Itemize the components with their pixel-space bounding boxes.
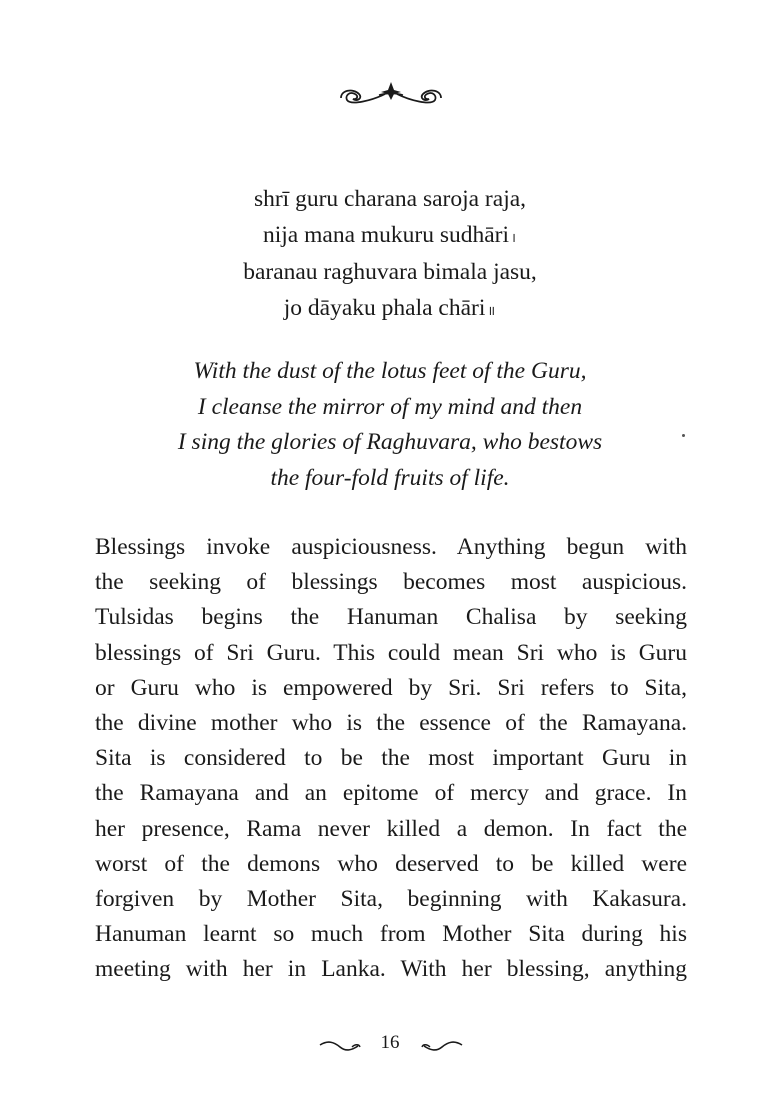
translation-line: I sing the glories of Raghuvara, who bestows: [177, 429, 603, 455]
verse-line: baranau raghuvara bimala jasu,: [243, 259, 537, 285]
paragraph-line: Hanuman learnt so much from Mother Sita during his: [95, 921, 687, 948]
translation-block: [90, 354, 690, 496]
verse-line: [90, 218, 690, 256]
paragraph-line: meeting with her in Lanka. With her blessing, anything: [95, 956, 687, 983]
paragraph-line: worst of the demons who deserved to be killed were: [95, 850, 687, 877]
swash-right-icon: [420, 1038, 464, 1054]
paragraph-line: Blessings invoke auspiciousness. Anything begun with: [95, 534, 687, 560]
verse-mark: ।: [511, 229, 517, 245]
page-number: 16: [380, 1032, 400, 1053]
verse-line: shrī guru charana saroja raja,: [253, 186, 527, 212]
verse-line-text: jo dāyaku phala chāri: [283, 294, 486, 321]
translation-line: the four-fold fruits of life.: [270, 464, 510, 491]
paragraph-line: or Guru who is empowered by Sri. Sri refers to Sita,: [95, 674, 687, 701]
swash-left-icon: [318, 1038, 362, 1054]
page-footer: [290, 1030, 490, 1060]
paragraph-line: blessings of Sri Guru. This could mean Sri who is Guru: [95, 639, 687, 666]
paragraph-line: the divine mother who is the essence of the Ramayana.: [95, 709, 687, 736]
verse-mark: ॥: [487, 302, 497, 318]
ornament-flourish-icon: [335, 78, 447, 108]
verse-line: [90, 291, 690, 329]
paragraph-line: Tulsidas begins the Hanuman Chalisa by seeking: [95, 604, 687, 631]
verse-block: [90, 182, 690, 328]
paragraph-line: her presence, Rama never killed a demon. In fact the: [95, 815, 687, 842]
print-speck: [682, 434, 685, 437]
paragraph-line: forgiven by Mother Sita, beginning with Kakasura.: [95, 885, 687, 912]
translation-line: With the dust of the lotus feet of the Guru,: [193, 358, 587, 384]
commentary-paragraph: [95, 530, 687, 987]
paragraph-line: Sita is considered to be the most important Guru in: [95, 745, 687, 772]
paragraph-line: the Ramayana and an epitome of mercy and grace. In: [95, 780, 687, 807]
translation-line: I cleanse the mirror of my mind and then: [197, 393, 583, 420]
verse-line-text: nija mana mukuru sudhāri: [263, 221, 510, 248]
paragraph-line: the seeking of blessings becomes most auspicious.: [95, 569, 687, 596]
